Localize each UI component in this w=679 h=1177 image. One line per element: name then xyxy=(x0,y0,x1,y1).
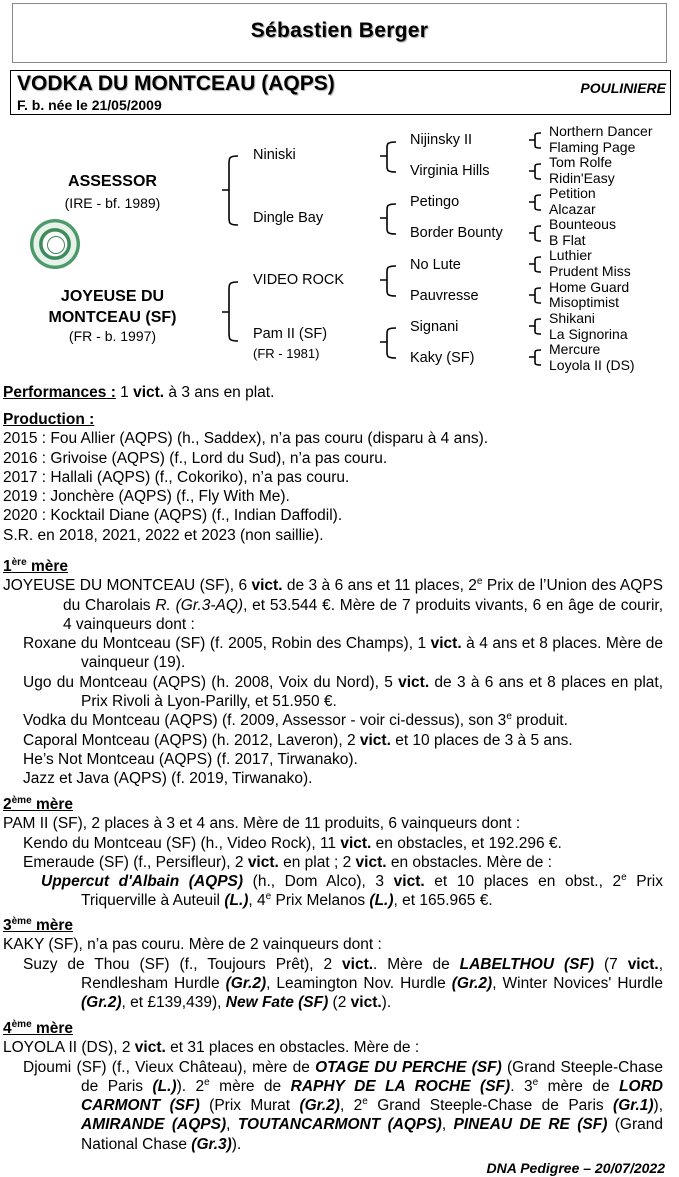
gen3-4: Border Bounty xyxy=(410,225,503,241)
production-label: Production : xyxy=(3,411,95,428)
gen4-13: Shikani xyxy=(549,310,595,326)
footer-credit: DNA Pedigree – 20/07/2022 xyxy=(486,1160,665,1176)
sire-info: (IRE - bf. 1989) xyxy=(64,195,161,211)
gen4-15: Mercure xyxy=(549,341,601,357)
produce-roxane: Roxane du Montceau (SF) (f. 2005, Robin des Champs), 1 vict. à 4 ans et 8 places. Mère de vainqueur (19). xyxy=(23,635,663,672)
gen4-14: La Signorina xyxy=(549,326,628,342)
gen3-8: Kaky (SF) xyxy=(410,350,475,366)
gen4-12: Misoptimist xyxy=(549,294,620,310)
first-dam-heading: 1ère mère xyxy=(3,556,69,575)
gen4-2: Flaming Page xyxy=(549,139,636,155)
gen4-9: Luthier xyxy=(549,247,592,263)
gen4-6: Alcazar xyxy=(549,201,596,217)
horse-category: POULINIERE xyxy=(580,80,666,96)
gen4-5: Petition xyxy=(549,185,596,201)
gen4-7: Bounteous xyxy=(549,216,616,232)
production-line: 2019 : Jonchère (AQPS) (f., Fly With Me). xyxy=(3,488,290,506)
produce-kendo: Kendo du Montceau (SF) (h., Video Rock), 11 vict. en obstacles, et 192.296 €. xyxy=(23,834,562,852)
gen4-16: Loyola II (DS) xyxy=(549,357,635,373)
production-line: S.R. en 2018, 2021, 2022 et 2023 (non saillie). xyxy=(3,526,324,544)
gen2-sire-dam: Dingle Bay xyxy=(253,210,324,226)
second-dam-section xyxy=(3,795,663,911)
third-dam-section xyxy=(3,916,663,1012)
third-dam-text: KAKY (SF), n’a pas couru. Mère de 2 vainqueurs dont : xyxy=(3,936,382,954)
gen3-7: Signani xyxy=(410,319,459,335)
production-line: 2017 : Hallali (AQPS) (f., Cokoriko), n’a pas couru. xyxy=(3,468,350,486)
dam-name xyxy=(20,286,205,328)
produce-jazz: Jazz et Java (AQPS) (f. 2019, Tirwanako). xyxy=(23,770,313,788)
production-line: 2020 : Kocktail Diane (AQPS) (f., Indian Daffodil). xyxy=(3,507,343,525)
produce-emeraude: Emeraude (SF) (f., Persifleur), 2 vict. en plat ; 2 vict. en obstacles. Mère de : xyxy=(23,853,552,871)
seller-name: Sébastien Berger xyxy=(250,19,429,42)
horse-name: VODKA DU MONTCEAU (AQPS) xyxy=(17,72,335,95)
produce-uppercut: Uppercut d'Albain (AQPS) (h., Dom Alco), 3 vict. et 10 places en obst., 2e Prix Triquerville à Auteuil (L.), 4e Prix Melanos (L.), et 165.965 €. xyxy=(41,872,663,910)
production-section xyxy=(3,410,673,545)
gen3-2: Virginia Hills xyxy=(410,163,490,179)
fourth-dam-heading: 4ème mère xyxy=(3,1018,74,1037)
third-dam-heading: 3ème mère xyxy=(3,915,74,934)
gen4-3: Tom Rolfe xyxy=(549,154,613,170)
gen3-1: Nijinsky II xyxy=(410,132,473,148)
produce-djoumi: Djoumi (SF) (f., Vieux Château), mère de OTAGE DU PERCHE (SF) (Grand Steeple-Chase de Paris (L.)). 2e mère de RAPHY DE LA ROCHE (SF). 3e mère de LORD CARMONT (SF) (Prix Murat (Gr.2), 2e Grand Steeple-Chase de Paris (Gr.1)), AMIRANDE (AQPS), TOUTANCARMONT (AQPS), PINEAU DE RE (SF) (Grand National Chase (Gr.3)). xyxy=(23,1058,663,1153)
sire-name: ASSESSOR xyxy=(68,173,157,190)
gen3-6: Pauvresse xyxy=(410,288,479,304)
gen2-sire-sire: Niniski xyxy=(253,147,296,163)
produce-vodka: Vodka du Montceau (AQPS) (f. 2009, Assessor - voir ci-dessus), son 3e produit. xyxy=(23,711,568,730)
production-line: 2015 : Fou Allier (AQPS) (h., Saddex), n’a pas couru (disparu à 4 ans). xyxy=(3,430,489,448)
dam-info: (FR - b. 1997) xyxy=(68,328,157,344)
gen2-dam-dam: Pam II (SF) xyxy=(253,326,328,342)
gen2-dam-dam-note: (FR - 1981) xyxy=(253,346,320,361)
dam-name-line2: MONTCEAU (SF) xyxy=(48,309,177,326)
gen4-1: Northern Dancer xyxy=(549,123,653,139)
association-seal xyxy=(30,219,80,269)
produce-suzy: Suzy de Thou (SF) (f., Toujours Prêt), 2 vict.. Mère de LABELTHOU (SF) (7 vict., Rendlesham Hurdle (Gr.2), Leamington Nov. Hurdle (Gr.2), Winter Novices' Hurdle (Gr.2), et £139,439), New Fate (SF) (2 vict.). xyxy=(23,955,664,1012)
fourth-dam-text: LOYOLA II (DS), 2 vict. et 31 places en obstacles. Mère de : xyxy=(3,1039,420,1057)
produce-hes-not: He’s Not Montceau (AQPS) (f. 2017, Tirwanako). xyxy=(23,750,358,768)
gen3-3: Petingo xyxy=(410,194,460,210)
produce-ugo: Ugo du Montceau (AQPS) (h. 2008, Voix du Nord), 5 vict. de 3 à 6 ans et 8 places en plat, Prix Rivoli à Lyon-Parilly, et 51.950 €. xyxy=(23,673,663,711)
bracket-dam xyxy=(222,282,238,341)
first-dam-section xyxy=(3,557,663,789)
production-line: 2016 : Grivoise (AQPS) (f., Lord du Sud), n’a pas couru. xyxy=(3,449,388,467)
gen2-dam-sire: VIDEO ROCK xyxy=(253,272,345,288)
bracket-sire xyxy=(222,156,238,225)
performances: Performances : 1 vict. à 3 ans en plat. xyxy=(3,384,275,401)
gen4-8: B Flat xyxy=(549,232,586,248)
first-dam-text: JOYEUSE DU MONTCEAU (SF), 6 vict. de 3 à 6 ans et 11 places, 2e Prix de l’Union des AQPS du Charolais R. (Gr.3-AQ), et 53.544 €. Mère de 7 produits vivants, 6 en âge de courir, 4 vainqueurs dont : xyxy=(3,576,663,633)
gen4-11: Home Guard xyxy=(549,279,630,295)
produce-caporal: Caporal Montceau (AQPS) (h. 2012, Laveron), 2 vict. et 10 places de 3 à 5 ans. xyxy=(23,731,573,749)
fourth-dam-section xyxy=(3,1019,663,1154)
second-dam-heading: 2ème mère xyxy=(3,794,74,813)
second-dam-text: PAM II (SF), 2 places à 3 et 4 ans. Mère de 11 produits, 6 vainqueurs dont : xyxy=(3,815,521,833)
gen4-10: Prudent Miss xyxy=(549,263,631,279)
gen4-4: Ridin'Easy xyxy=(549,170,615,186)
dam-name-line1: JOYEUSE DU xyxy=(60,288,165,305)
gen3-5: No Lute xyxy=(410,257,461,273)
performances-label: Performances : xyxy=(3,384,116,401)
horse-subtitle: F. b. née le 21/05/2009 xyxy=(17,97,162,113)
